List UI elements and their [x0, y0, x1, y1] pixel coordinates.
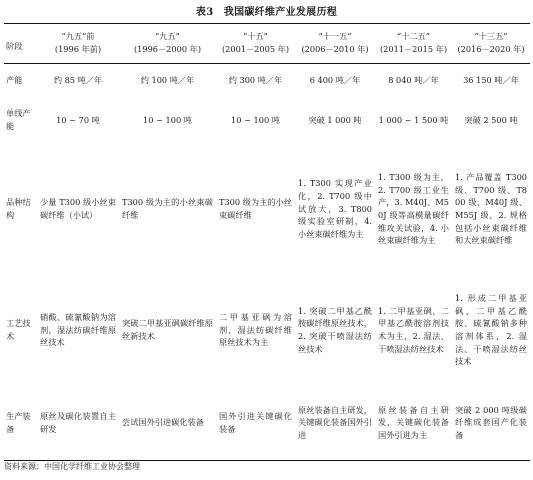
table-row — [4, 97, 530, 143]
table-cell: 1. 产品覆盖 T300 级、T700 级、T800 级、M40J 级、M55J 级，2. 规格包括小丝束碳纤维和大丝束碳纤维 — [455, 171, 527, 246]
table-cell: 10 ~ 100 吨 — [231, 114, 280, 125]
table-cell: 1. 二甲基亚砜、二甲基乙酰胺溶剂技术为主，2. 湿法、干喷湿法纺丝技术 — [378, 305, 449, 354]
source-note: 资料来源：中国化学纤维工业协会整理 — [4, 462, 140, 471]
table-cell: 原丝装备自主研发，关键碳化装备国外引进为主 — [378, 404, 449, 440]
row-label: 产能 — [6, 75, 23, 86]
period-name: “十二五” — [397, 31, 430, 41]
table-cell: 1. T300 级为主，2. T700 级工业生产，3. M40J、M50J 级等高模量碳纤维攻关试验，4. 小丝束碳纤维为主 — [378, 171, 449, 246]
header-years-row — [4, 43, 530, 64]
period-years: (2016－2020 年) — [452, 43, 530, 64]
header-row — [4, 24, 530, 43]
table-cell: 突破 2 500 吨 — [464, 114, 518, 125]
period-name: “九五” — [155, 31, 180, 41]
table-cell: 二甲基亚砜为溶剂，湿法纺碳纤维原丝技术为主 — [219, 311, 292, 348]
table-cell: 1 000 ~ 1 500 吨 — [378, 114, 449, 125]
period-name: “十一五” — [318, 31, 352, 41]
row-label: 工艺技术 — [6, 318, 31, 341]
table-row — [4, 275, 530, 385]
table-cell: T300 级为主的小丝束碳纤维 — [219, 197, 292, 220]
table-cell: 尝试国外引进碳化装备 — [122, 417, 204, 428]
table-cell: 原丝装备自主研发，关键碳化装备国外引进 — [298, 404, 372, 440]
table-cell: 约 300 吨／年 — [228, 75, 283, 86]
period-years: (2011－2015 年) — [375, 43, 452, 64]
table-cell: 少量 T300 级小丝束碳纤维（小试） — [40, 197, 116, 220]
period-name: “九五”前 — [61, 31, 95, 41]
table-cell: 硝酸、硫氰酸钠为溶剂，湿法纺碳纤维原丝技术 — [40, 311, 116, 348]
table-cell: 1. 突破二甲基乙酰胺碳纤维原丝技术，2. 突破干喷湿法纺丝技术 — [298, 305, 372, 354]
table-row — [4, 64, 530, 97]
table-cell: 8 040 吨／年 — [388, 75, 439, 86]
stage-header: 阶段 — [4, 24, 37, 64]
table-cell: 10 ~ 70 吨 — [56, 114, 100, 125]
period-name: “十三五” — [474, 31, 508, 41]
table-cell: 突破 2 000 吨级碳纤维成套国产化装备 — [455, 404, 527, 440]
table-title: 表3 我国碳纤维产业发展历程 — [195, 7, 338, 18]
period-years: (2001－2005 年) — [216, 43, 295, 64]
table-cell: T300 级为主的小丝束碳纤维 — [122, 197, 213, 220]
row-label: 生产装备 — [6, 410, 31, 434]
table-cell: 约 100 吨／年 — [140, 75, 195, 86]
row-label: 品种结构 — [6, 197, 31, 220]
table-row — [4, 385, 530, 461]
table-row — [4, 143, 530, 275]
period-name: “十五” — [243, 31, 268, 41]
table-cell: 36 150 吨／年 — [463, 75, 519, 86]
development-table — [4, 23, 530, 461]
row-label: 单线产能 — [6, 108, 31, 131]
period-years: (1996－2000 年) — [119, 43, 216, 64]
table-cell: 国外引进关键碳化装备 — [219, 410, 292, 434]
period-years: (1996 年前) — [37, 43, 119, 64]
table-cell: 6 400 吨／年 — [309, 75, 361, 86]
table-cell: 1. 形成二甲基亚砜、二甲基乙酰胺、硫氰酸钠多种溶剂体系，2. 湿法、干喷湿法纺丝技术 — [455, 292, 527, 367]
table-cell: 突破 1 000 吨 — [308, 114, 362, 125]
period-years: (2006－2010 年) — [295, 43, 375, 64]
table-cell: 1. T300 实现产业化，2. T700 级中试放大，3. T800 级实验室研制，4. 小丝束碳纤维为主 — [298, 178, 372, 239]
table-cell: 约 85 吨／年 — [53, 75, 103, 86]
table-cell: 突破二甲基亚砜碳纤维原丝新技术 — [122, 318, 213, 341]
table-cell: 原丝及碳化装置自主研发 — [40, 410, 116, 434]
table-cell: 10 ~ 100 吨 — [143, 114, 192, 125]
